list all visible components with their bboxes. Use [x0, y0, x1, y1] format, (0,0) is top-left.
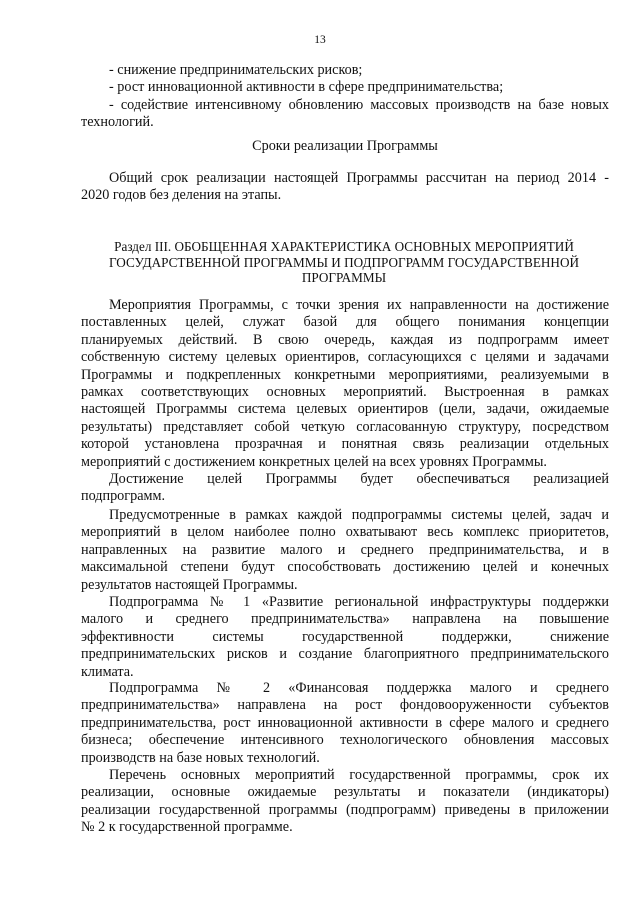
section-heading-line: ПРОГРАММЫ [301, 270, 387, 286]
paragraph-subprogram-2 [81, 680, 609, 767]
paragraph-line: бизнеса; обеспечение интенсивного технологического обновления массовых [81, 732, 609, 749]
paragraph-line: мероприятий с достижением конкретных целей на всех уровнях Программы. [81, 453, 547, 470]
paragraph-line: предпринимательства, рост инновационной активности в сфере малого и среднего [81, 714, 609, 731]
paragraph-line: которой установлена прозрачная и понятная связь реализации отдельных [81, 436, 609, 453]
paragraph-subprogram-systems [81, 507, 609, 594]
paragraph-line: максимальной степени будут способствовать достижению целей и конечных [81, 559, 609, 576]
paragraph-line: Подпрограмма № 2 «Финансовая поддержка малого и среднего [109, 680, 609, 696]
paragraph-line: предпринимательства» направлена на рост фондовооруженности субъектов [81, 697, 609, 714]
paragraph-line: результатов настоящей Программы. [81, 576, 298, 593]
paragraph-line: мероприятий в целом наиболее полно охватывают весь комплекс приоритетов, [81, 524, 609, 541]
paragraph-line: реализации, основные ожидаемые результаты и показатели (индикаторы) [81, 784, 609, 801]
bullet-item: - содействие интенсивному обновлению массовых производств на базе новых [109, 96, 609, 113]
paragraph-line: малого и среднего предпринимательства» направлена на повышение [81, 611, 609, 628]
paragraph-line: Программы и подкрепленных конкретными мероприятиями, реализуемыми в [81, 366, 609, 383]
terms-paragraph [81, 170, 609, 205]
paragraph-line: Предусмотренные в рамках каждой подпрограммы системы целей, задач и [109, 507, 609, 523]
paragraph-line: настоящей Программы система целевых ориентиров (цели, задачи, ожидаемые [81, 401, 609, 418]
paragraph-line: Достижение целей Программы будет обеспечиваться реализацией [109, 471, 609, 487]
paragraph-line: реализации государственной программы (подпрограмм) приведены в приложении [81, 801, 609, 818]
paragraph-line: Мероприятия Программы, с точки зрения их направленности на достижение [109, 297, 609, 313]
paragraph-line: подпрограмм. [81, 488, 165, 505]
paragraph-line: собственную систему целевых ориентиров, согласующихся с целями и задачами [81, 349, 609, 366]
paragraph-line: рамках соответствующих основных мероприятий. Выстроенная в рамках [81, 384, 609, 401]
paragraph-line: № 2 к государственной программе. [81, 819, 293, 836]
section-heading-line: ГОСУДАРСТВЕННОЙ ПРОГРАММЫ И ПОДПРОГРАММ ГОСУДАРСТВЕННОЙ [108, 254, 579, 270]
section-heading [88, 239, 600, 286]
paragraph-line: 2020 годов без деления на этапы. [81, 187, 282, 204]
paragraph-line: Общий срок реализации настоящей Программы рассчитан на период 2014 - [109, 170, 609, 186]
paragraph-activities-list [81, 767, 609, 837]
paragraph-line: результаты) представляет собой четкую согласованную структуру, посредством [81, 418, 609, 435]
paragraph-line: климата. [81, 663, 134, 680]
bullet-item-continuation: технологий. [81, 114, 154, 131]
bullet-item: - рост инновационной активности в сфере предпринимательства; [109, 79, 504, 96]
paragraph-line: Перечень основных мероприятий государственной программы, срок их [109, 767, 609, 783]
paragraph-line: поставленных целей, служат базой для общего понимания концепции [81, 314, 609, 331]
page-number: 13 [314, 34, 326, 46]
section-heading-line: Раздел III. ОБОБЩЕННАЯ ХАРАКТЕРИСТИКА ОСНОВНЫХ МЕРОПРИЯТИЙ [114, 239, 574, 254]
paragraph-line: эффективности системы государственной поддержки, снижение [81, 628, 609, 645]
bullet-item: - снижение предпринимательских рисков; [109, 62, 363, 78]
paragraph-activities [81, 297, 609, 471]
paragraph-achievement [81, 471, 609, 506]
paragraph-line: предпринимательских рисков и создание благоприятного предпринимательского [81, 646, 609, 663]
paragraph-line: направленных на развитие малого и среднего предпринимательства, и в [81, 541, 609, 558]
paragraph-line: Подпрограмма № 1 «Развитие региональной инфраструктуры поддержки [109, 594, 609, 610]
paragraph-line: планируемых действий. В свою очередь, каждая из подпрограмм имеет [81, 331, 609, 348]
terms-heading: Сроки реализации Программы [252, 138, 438, 154]
goals-bullet-list [81, 62, 609, 132]
paragraph-subprogram-1 [81, 594, 609, 681]
paragraph-line: производств на базе новых технологий. [81, 749, 320, 766]
